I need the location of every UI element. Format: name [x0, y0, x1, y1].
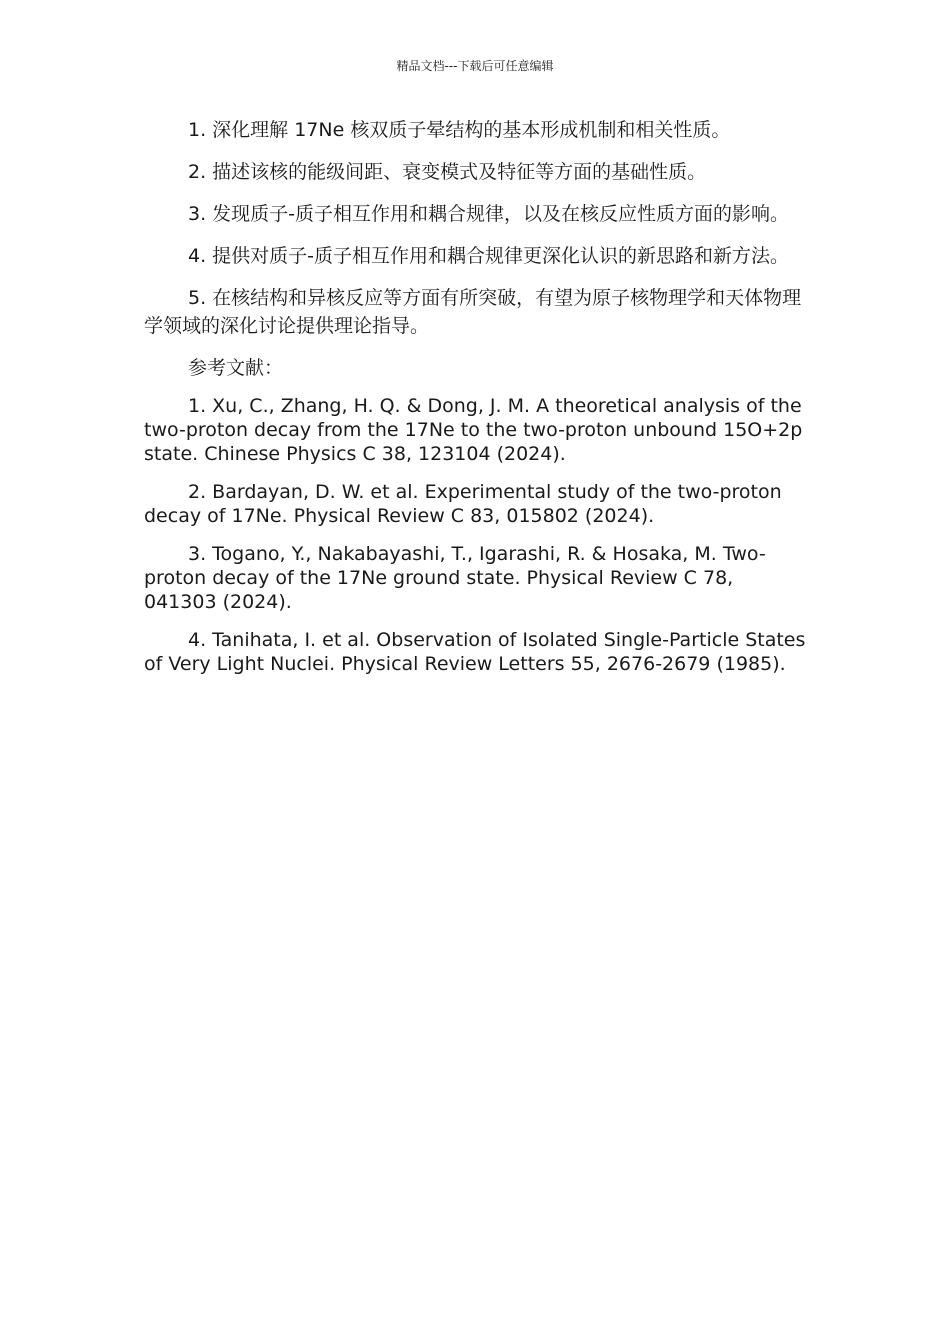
reference-entry: 2. Bardayan, D. W. et al. Experimental study of the two-proton decay of 17Ne. Physical Review C 83, 015802 (2024).	[144, 481, 782, 527]
references-title: 参考文献：	[188, 357, 284, 379]
reference-entry: 4. Tanihata, I. et al. Observation of Isolated Single-Particle States of Very Light Nuclei. Physical Review Letters 55, 2676-2679 (1985).	[144, 629, 806, 675]
list-item: 1. 深化理解 17Ne 核双质子晕结构的基本形成机制和相关性质。	[188, 119, 731, 141]
list-item: 3. 发现质子-质子相互作用和耦合规律，以及在核反应性质方面的影响。	[188, 203, 790, 225]
document-body	[144, 116, 806, 690]
list-item: 4. 提供对质子-质子相互作用和耦合规律更深化认识的新思路和新方法。	[188, 245, 790, 267]
page-header: 精品文档---下载后可任意编辑	[396, 59, 554, 73]
reference-entry: 1. Xu, C., Zhang, H. Q. & Dong, J. M. A theoretical analysis of the two-proton decay from the 17Ne to the two-proton unbound 15O+2p state. Chinese Physics C 38, 123104 (2024).	[144, 395, 803, 465]
list-item: 5. 在核结构和异核反应等方面有所突破，有望为原子核物理学和天体物理学领域的深化讨论提供理论指导。	[144, 287, 802, 337]
reference-entry: 3. Togano, Y., Nakabayashi, T., Igarashi, R. & Hosaka, M. Two-proton decay of the 17Ne ground state. Physical Review C 78, 041303 (2024).	[144, 543, 766, 613]
list-item: 2. 描述该核的能级间距、衰变模式及特征等方面的基础性质。	[188, 161, 707, 183]
